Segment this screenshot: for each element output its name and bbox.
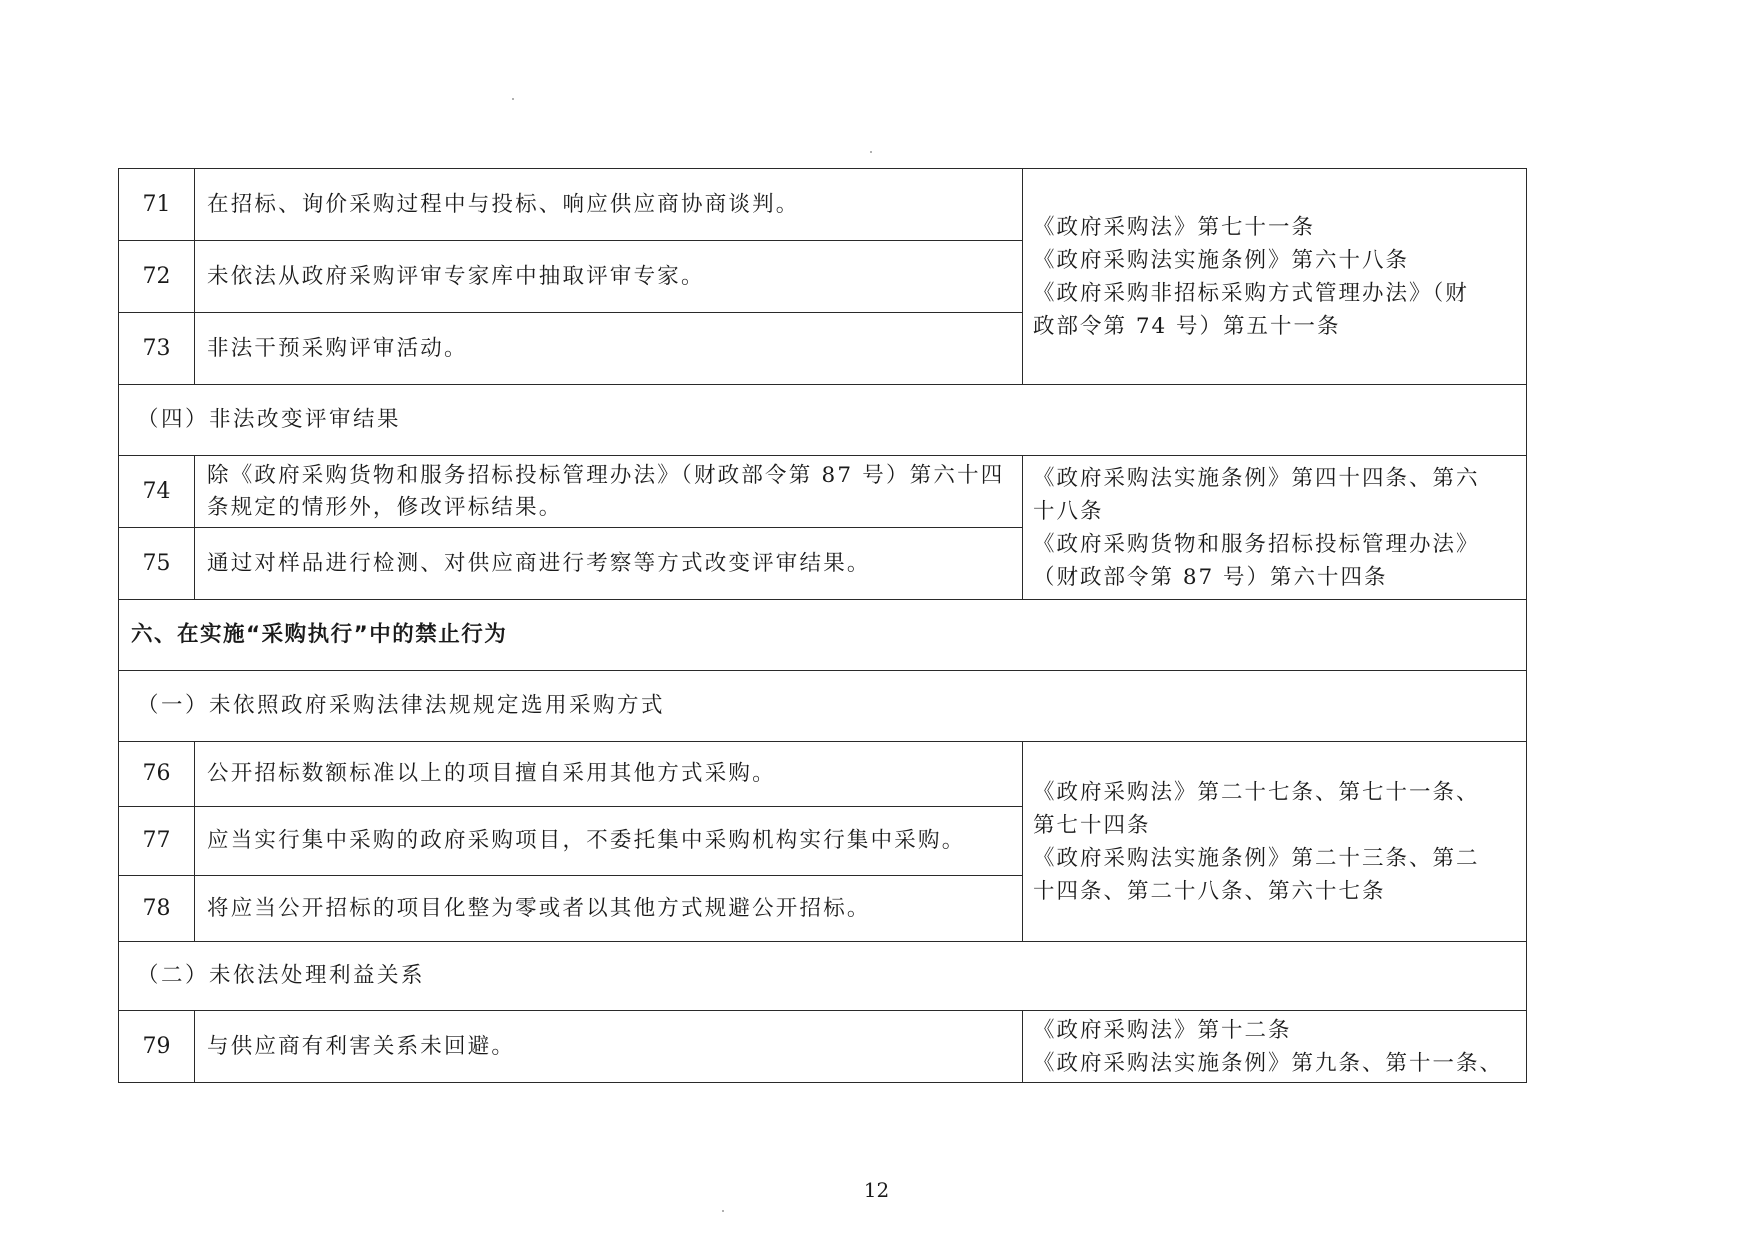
row-number: 76 <box>119 742 195 807</box>
row-number: 75 <box>119 528 195 600</box>
legal-basis-line: 第七十四条 <box>1033 812 1151 838</box>
legal-basis-cell <box>1023 169 1527 385</box>
legal-basis-cell <box>1023 1011 1527 1083</box>
row-number: 74 <box>119 456 195 528</box>
legal-basis-line: 《政府采购法实施条例》第四十四条、第六 <box>1033 465 1480 491</box>
scan-speck <box>512 98 514 100</box>
subsection-heading: （四）非法改变评审结果 <box>119 385 1527 456</box>
behavior-text: 公开招标数额标准以上的项目擅自采用其他方式采购。 <box>195 742 1023 807</box>
subsection-heading: （一）未依照政府采购法律法规规定选用采购方式 <box>119 671 1527 742</box>
legal-basis-line: 《政府采购法》第二十七条、第七十一条、 <box>1033 779 1480 805</box>
row-number: 79 <box>119 1011 195 1083</box>
legal-basis-cell <box>1023 456 1527 600</box>
legal-basis-line: 《政府采购非招标采购方式管理办法》（财 <box>1033 280 1469 306</box>
row-number: 71 <box>119 169 195 241</box>
row-number: 78 <box>119 876 195 942</box>
behavior-text: 非法干预采购评审活动。 <box>195 313 1023 385</box>
legal-basis-line: 《政府采购法》第十二条 <box>1033 1017 1292 1043</box>
behavior-text: 未依法从政府采购评审专家库中抽取评审专家。 <box>195 241 1023 313</box>
row-number: 77 <box>119 807 195 876</box>
row-number: 72 <box>119 241 195 313</box>
subsection-row <box>119 942 1527 1011</box>
behavior-text: 将应当公开招标的项目化整为零或者以其他方式规避公开招标。 <box>195 876 1023 942</box>
table-row <box>119 742 1527 807</box>
behavior-text: 在招标、询价采购过程中与投标、响应供应商协商谈判。 <box>195 169 1023 241</box>
legal-basis-cell <box>1023 742 1527 942</box>
legal-basis-line: 十八条 <box>1033 498 1104 524</box>
section-row <box>119 600 1527 671</box>
table-row <box>119 1011 1527 1083</box>
section-heading: 六、在实施“采购执行”中的禁止行为 <box>119 600 1527 671</box>
row-number: 73 <box>119 313 195 385</box>
legal-basis-line: （财政部令第 87 号）第六十四条 <box>1033 564 1388 590</box>
subsection-heading: （二）未依法处理利益关系 <box>119 942 1527 1011</box>
legal-basis-line: 十四条、第二十八条、第六十七条 <box>1033 878 1386 904</box>
legal-basis-line: 《政府采购法实施条例》第二十三条、第二 <box>1033 845 1480 871</box>
scan-speck <box>870 151 872 153</box>
legal-basis-line: 《政府采购货物和服务招标投标管理办法》 <box>1033 531 1480 557</box>
table-row <box>119 456 1527 528</box>
behavior-text: 应当实行集中采购的政府采购项目，不委托集中采购机构实行集中采购。 <box>195 807 1023 876</box>
behavior-text: 除《政府采购货物和服务招标投标管理办法》（财政部令第 87 号）第六十四条规定的情形外，修改评标结果。 <box>195 456 1023 528</box>
legal-basis-line: 《政府采购法实施条例》第九条、第十一条、 <box>1033 1050 1504 1076</box>
behavior-text: 与供应商有利害关系未回避。 <box>195 1011 1023 1083</box>
legal-basis-line: 政部令第 74 号）第五十一条 <box>1033 313 1341 339</box>
subsection-row <box>119 385 1527 456</box>
prohibited-behaviors-table <box>118 168 1527 1083</box>
table-row <box>119 169 1527 241</box>
scan-speck <box>722 1210 724 1212</box>
behavior-text: 通过对样品进行检测、对供应商进行考察等方式改变评审结果。 <box>195 528 1023 600</box>
legal-basis-line: 《政府采购法》第七十一条 <box>1033 214 1316 240</box>
legal-basis-line: 《政府采购法实施条例》第六十八条 <box>1033 247 1410 273</box>
page-number: 12 <box>863 1178 890 1202</box>
subsection-row <box>119 671 1527 742</box>
